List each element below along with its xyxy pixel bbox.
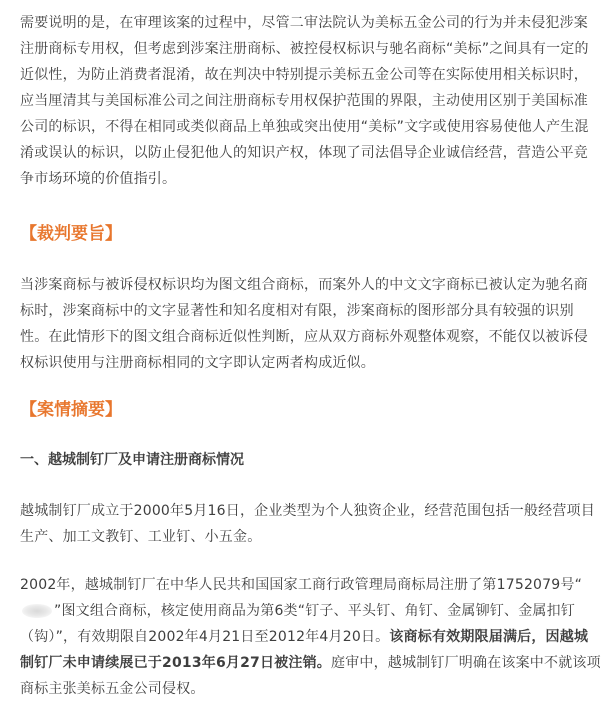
section-heading-case-summary: 【案情摘要】 xyxy=(20,400,122,420)
trademark-registration-paragraph xyxy=(20,572,602,702)
trademark-logo-image xyxy=(22,604,52,618)
ruling-gist-paragraph: 当涉案商标与被诉侵权标识均为图文组合商标，而案外人的中文文字商标已被认定为驰名商标时，涉案商标中的文字显著性和知名度相对有限，涉案商标的图形部分具有较强的识别性。在此情形下的图文组合商标近似性判断，应从双方商标外观整体观察，不能仅以被诉侵权标识使用与注册商标相同的文字即认定两者构成近似。 xyxy=(20,277,588,371)
note-paragraph: 需要说明的是，在审理该案的过程中，尽管二审法院认为美标五金公司的行为并未侵犯涉案注册商标专用权，但考虑到涉案注册商标、被控侵权标识与驰名商标“美标”之间具有一定的近似性，为防止消费者混淆，故在判决中特别提示美标五金公司等在实际使用相关标识时，应当厘清其与美国标准公司之间注册商标专用权保护范围的界限，主动使用区别于美国标准公司的标识，不得在相同或类似商品上单独或突出使用“美标”文字或使用容易使他人产生混淆或误认的标识，以防止侵犯他人的知识产权，体现了司法倡导企业诚信经营，营造公平竞争市场环境的价值指引。 xyxy=(20,15,589,187)
registration-text-part3: 庭审中，越城制钉厂明确在该案中不就该项商标主张美标五金公司侵权。 xyxy=(20,655,601,697)
registration-text-part2: ”图文组合商标，核定使用商品为第6类“钉子、平头钉、角钉、金属铆钉、金属扣钉（钩）”，有效期限自2002年4月21日至2012年4月20日。 xyxy=(20,603,576,645)
subsection-heading: 一、越城制钉厂及申请注册商标情况 xyxy=(20,452,244,468)
registration-expiry-bold: 该商标有效期限届满后，因越城制钉厂未申请续展已于2013年6月27日被注销。 xyxy=(20,629,589,671)
section-heading-ruling-gist: 【裁判要旨】 xyxy=(20,224,122,244)
company-info-paragraph: 越城制钉厂成立于2000年5月16日，企业类型为个人独资企业，经营范围包括一般经营项目生产、加工文教钉、工业钉、小五金。 xyxy=(20,503,595,545)
registration-text-part1: 2002年，越城制钉厂在中华人民共和国国家工商行政管理局商标局注册了第1752079号“ xyxy=(20,577,583,593)
